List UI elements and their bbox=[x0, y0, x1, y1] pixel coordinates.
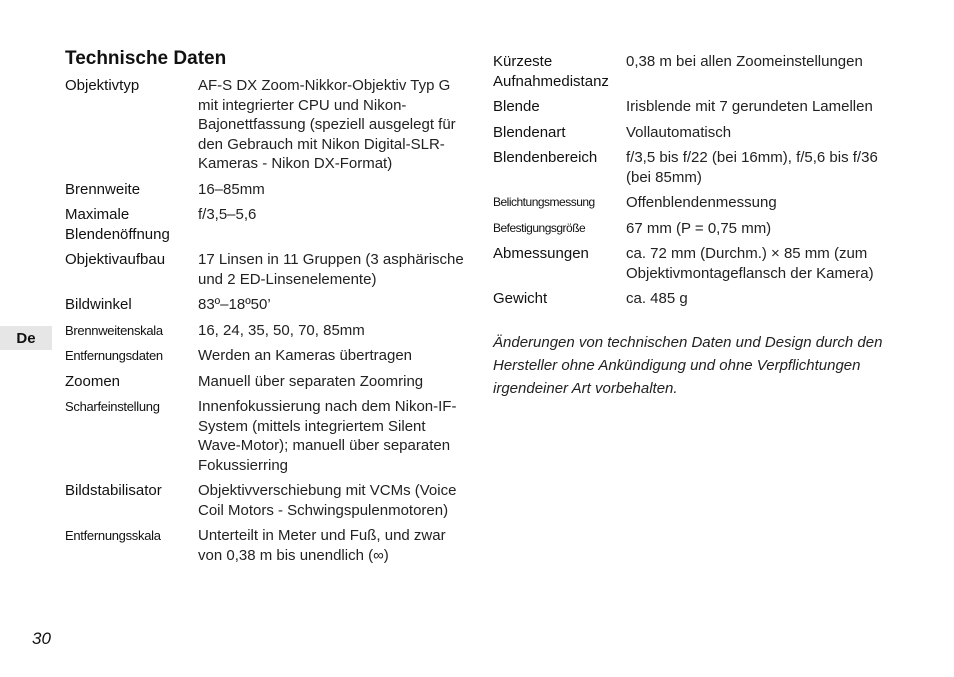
spec-label: Bildstabilisator bbox=[65, 482, 162, 499]
spec-value: f/3,5–5,6 bbox=[198, 206, 257, 223]
spec-label: Blendenbereich bbox=[493, 149, 598, 166]
spec-label: Scharfeinstellung bbox=[65, 399, 160, 414]
spec-value: 16, 24, 35, 50, 70, 85mm bbox=[198, 321, 365, 339]
spec-label: Objektivtyp bbox=[65, 77, 140, 94]
spec-value: Vollautomatisch bbox=[626, 123, 732, 141]
spec-row-brennweite bbox=[65, 180, 465, 200]
spec-row-scharfeinstellung bbox=[65, 397, 465, 475]
spec-row-blendenbereich bbox=[493, 148, 903, 187]
spec-value: Offenblendenmessung bbox=[626, 194, 777, 211]
spec-value: Werden an Kameras übertragen bbox=[198, 347, 413, 364]
spec-value: Irisblende mit 7 gerundeten Lamellen bbox=[626, 98, 873, 115]
spec-value: AF-S DX Zoom-Nikkor-Objektiv Typ G mit integrierter CPU und Nikon-Bajonettfassung (speziell ausgelegt für den Gebrauch mit Nikon Digital-SLR-Kameras - Nikon DX-Format) bbox=[198, 77, 456, 172]
spec-label: Zoomen bbox=[65, 372, 121, 390]
disclaimer-note: Änderungen von technischen Daten und Design durch den Hersteller ohne Ankündigung und ohne Verpflichtungen irgendeiner Art vorbehalten. bbox=[493, 334, 883, 397]
spec-value: Unterteilt in Meter und Fuß, und zwar von 0,38 m bis unendlich (∞) bbox=[198, 527, 446, 564]
language-tab: De bbox=[0, 326, 52, 350]
spec-value: 83º–18º50’ bbox=[198, 296, 271, 313]
spec-value: Manuell über separaten Zoomring bbox=[198, 372, 424, 390]
spec-label: Blende bbox=[493, 98, 540, 115]
spec-label: Kürzeste Aufnahmedistanz bbox=[493, 53, 609, 90]
spec-list-right bbox=[493, 52, 903, 315]
spec-label: Entfernungsskala bbox=[65, 528, 161, 543]
spec-row-bildwinkel bbox=[65, 295, 465, 315]
spec-row-entfernungsdaten bbox=[65, 346, 465, 366]
spec-label: Brennweite bbox=[65, 180, 141, 198]
spec-value: 0,38 m bei allen Zoomeinstellungen bbox=[626, 53, 863, 70]
spec-row-objektivtyp bbox=[65, 76, 465, 174]
spec-list-left bbox=[65, 76, 465, 571]
spec-row-blendenart bbox=[493, 123, 903, 143]
page-title: Technische Daten bbox=[65, 48, 227, 69]
spec-value: 67 mm (P = 0,75 mm) bbox=[626, 219, 772, 237]
spec-row-kuerzeste-aufnahmedistanz bbox=[493, 52, 903, 91]
spec-value: ca. 485 g bbox=[626, 290, 688, 307]
spec-row-belichtungsmessung bbox=[493, 193, 903, 213]
spec-value: Innenfokussierung nach dem Nikon-IF-System (mittels integriertem Silent Wave-Motor); manuell über separaten Fokussierring bbox=[198, 398, 457, 474]
spec-value: f/3,5 bis f/22 (bei 16mm), f/5,6 bis f/36 (bei 85mm) bbox=[626, 149, 878, 186]
spec-value: ca. 72 mm (Durchm.) × 85 mm (zum Objektivmontageflansch der Kamera) bbox=[626, 245, 874, 282]
spec-row-gewicht bbox=[493, 289, 903, 309]
spec-label: Abmessungen bbox=[493, 245, 589, 262]
spec-label: Objektivaufbau bbox=[65, 251, 166, 268]
spec-value: Objektivverschiebung mit VCMs (Voice Coil Motors - Schwingspulenmotoren) bbox=[198, 482, 457, 519]
spec-row-brennweitenskala bbox=[65, 321, 465, 341]
spec-row-abmessungen bbox=[493, 244, 903, 283]
spec-row-bildstabilisator bbox=[65, 481, 465, 520]
spec-label: Brennweitenskala bbox=[65, 322, 163, 338]
spec-label: Gewicht bbox=[493, 290, 548, 307]
spec-label: Belichtungsmessung bbox=[493, 195, 595, 209]
spec-label: Befestigungsgröße bbox=[493, 220, 586, 235]
spec-row-befestigungsgroesse bbox=[493, 219, 903, 239]
spec-row-maximale-blendenoeffnung bbox=[65, 205, 465, 244]
spec-value: 17 Linsen in 11 Gruppen (3 asphärische und 2 ED-Linsenelemente) bbox=[198, 251, 464, 288]
spec-label: Blendenart bbox=[493, 123, 566, 141]
spec-row-entfernungsskala bbox=[65, 526, 465, 565]
spec-value: 16–85mm bbox=[198, 180, 265, 198]
page-number: 30 bbox=[32, 629, 51, 648]
spec-row-objektivaufbau bbox=[65, 250, 465, 289]
spec-label: Maximale Blendenöffnung bbox=[65, 206, 170, 243]
spec-row-zoomen bbox=[65, 372, 465, 392]
spec-label: Entfernungsdaten bbox=[65, 348, 163, 363]
spec-label: Bildwinkel bbox=[65, 296, 132, 313]
spec-row-blende bbox=[493, 97, 903, 117]
